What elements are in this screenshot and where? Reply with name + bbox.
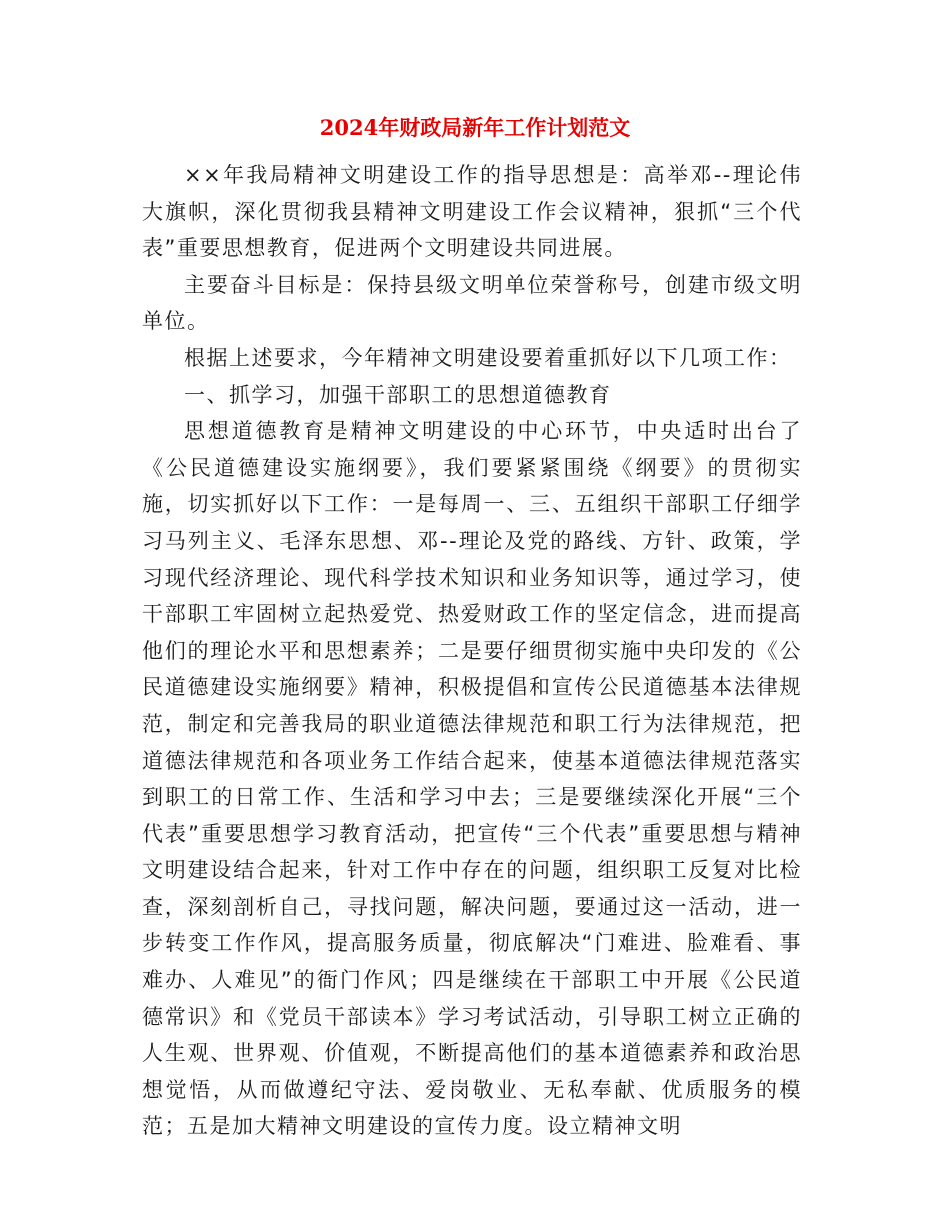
paragraph-requirements: 根据上述要求，今年精神文明建设要着重抓好以下几项工作： (184, 345, 792, 370)
section-heading-study: 一、抓学习，加强干部职工的思想道德教育 (184, 382, 612, 407)
paragraph-main-goal: 主要奋斗目标是：保持县级文明单位荣誉称号，创建市级文明单位。 (142, 272, 802, 334)
document-body (142, 157, 802, 1145)
paragraph-guiding-ideology: ××年我局精神文明建设工作的指导思想是：高举邓--理论伟大旗帜，深化贯彻我县精神文明建设工作会议精神，狠抓“三个代表”重要思想教育，促进两个文明建设共同进展。 (142, 163, 802, 261)
document-title: 2024年财政局新年工作计划范文 (319, 115, 631, 140)
paragraph-moral-education: 思想道德教育是精神文明建设的中心环节，中央适时出台了《公民道德建设实施纲要》，我们要紧紧围绕《纲要》的贯彻实施，切实抓好以下工作：一是每周一、三、五组织干部职工仔细学习马列主义、毛泽东思想、邓--理论及党的路线、方针、政策，学习现代经济理论、现代科学技术知识和业务知识等，通过学习，使干部职工牢固树立起热爱党、热爱财政工作的坚定信念，进而提高他们的理论水平和思想素养；二是要仔细贯彻实施中央印发的《公民道德建设实施纲要》精神，积极提倡和宣传公民道德基本法律规范，制定和完善我局的职业道德法律规范和职工行为法律规范，把道德法律规范和各项业务工作结合起来，使基本道德法律规范落实到职工的日常工作、生活和学习中去；三是要继续深化开展“三个代表”重要思想学习教育活动，把宣传“三个代表”重要思想与精神文明建设结合起来，针对工作中存在的问题，组织职工反复对比检查，深刻剖析自己，寻找问题，解决问题，要通过这一活动，进一步转变工作作风，提高服务质量，彻底解决“门难进、脸难看、事难办、人难见”的衙门作风；四是继续在干部职工中开展《公民道德常识》和《党员干部读本》学习考试活动，引导职工树立正确的人生观、世界观、价值观，不断提高他们的基本道德素养和政治思想觉悟，从而做遵纪守法、爱岗敬业、无私奉献、优质服务的模范；五是加大精神文明建设的宣传力度。设立精神文明 (142, 419, 802, 1139)
